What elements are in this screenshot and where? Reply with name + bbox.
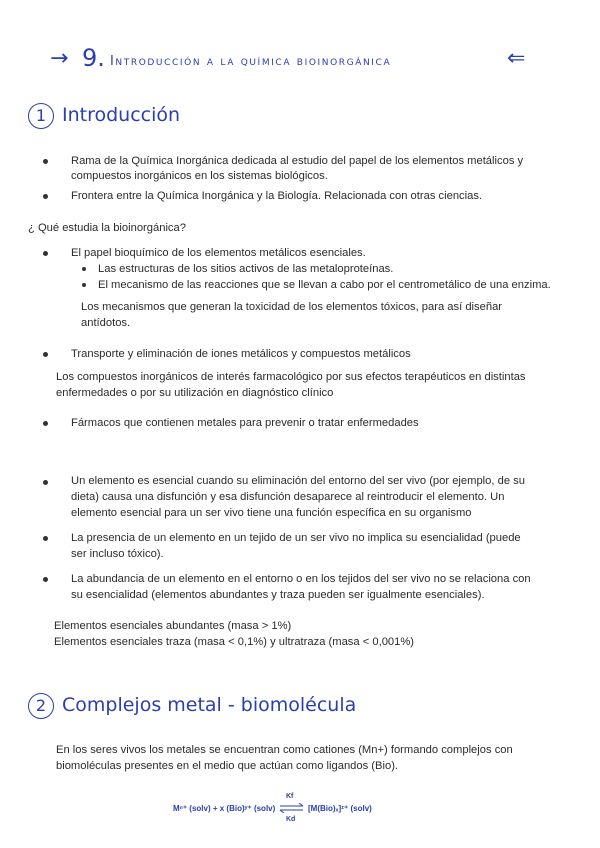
page-title: Introducción a la química bioinorgánica	[110, 54, 392, 69]
text-line: El mecanismo de las reacciones que se llevan a cabo por el centrometálico de una enzima.	[98, 279, 551, 291]
text-line: elemento esencial para un ser vivo tiene una función específica en su organismo	[71, 507, 472, 519]
text-line: Elementos esenciales abundantes (masa > 1%)	[54, 620, 292, 632]
text-line: Fármacos que contienen metales para prevenir o tratar enfermedades	[71, 417, 419, 429]
equilibrium-equation	[165, 790, 380, 828]
text-line: Las estructuras de los sitios activos de las metaloproteínas.	[98, 263, 394, 275]
section-title: Complejos metal - biomolécula	[62, 694, 357, 716]
chapter-number: 9.	[82, 44, 105, 72]
bullet-icon	[43, 421, 48, 426]
text-line: En los seres vivos los metales se encuentran como cationes (Mn+) formando complejos con	[56, 744, 513, 756]
text-line: El papel bioquímico de los elementos metálicos esenciales.	[71, 247, 366, 259]
bullet-icon	[43, 251, 48, 256]
text-line: su esencialidad (elementos abundantes y traza pueden ser igualmente esenciales).	[71, 589, 485, 601]
section-title: Introducción	[62, 104, 181, 126]
bullet-icon	[43, 577, 48, 582]
bullet-icon	[43, 480, 48, 485]
text-line: Transporte y eliminación de iones metálicos y compuestos metálicos	[71, 348, 411, 360]
sub-bullet-icon	[82, 283, 86, 287]
question-line: ¿ Qué estudia la bioinorgánica?	[28, 222, 186, 234]
text-line: enfermedades o por su utilización en diagnóstico clínico	[56, 387, 334, 399]
text-line: biomoléculas presentes en el medio que actúan como ligandos (Bio).	[56, 760, 399, 772]
bullet-icon	[43, 352, 48, 357]
text-line: Frontera entre la Química Inorgánica y la Biología. Relacionada con otras ciencias.	[71, 190, 483, 202]
equation-k-bottom: Kd	[286, 816, 296, 823]
bullet-icon	[43, 536, 48, 541]
text-line: Elementos esenciales traza (masa < 0,1%) y ultratraza (masa < 0,001%)	[54, 636, 415, 648]
text-line: compuestos inorgánicos en los sistemas biológicos.	[71, 170, 328, 182]
text-line: Los compuestos inorgánicos de interés farmacológico por sus efectos terapéuticos en distintas	[56, 371, 526, 383]
equation-k-top: Kf	[286, 793, 294, 800]
text-line: Los mecanismos que generan la toxicidad de los elementos tóxicos, para así diseñar	[81, 301, 503, 313]
bullet-icon	[43, 159, 48, 164]
sub-bullet-icon	[82, 267, 86, 271]
bullet-icon	[43, 194, 48, 199]
text-line: Rama de la Química Inorgánica dedicada al estudio del papel de los elementos metálicos y	[71, 155, 524, 167]
text-line: dieta) causa una disfunción y esa disfunción desaparece al reintroducir el elemento. Un	[71, 491, 505, 503]
equation-left: Mⁿ⁺ (solv) + x (Bio)ʸ⁺ (solv)	[173, 804, 276, 813]
text-line: La presencia de un elemento en un tejido de un ser vivo no implica su esencialidad (puede	[71, 532, 521, 544]
left-arrow-icon: ⇐	[507, 46, 526, 71]
text-line: Un elemento es esencial cuando su eliminación del entorno del ser vivo (por ejemplo, de su	[71, 475, 525, 487]
page-header	[50, 46, 550, 78]
equation-right: [M(Bio)ₓ]ᶻ⁺ (solv)	[308, 804, 372, 813]
text-line: antídotos.	[81, 317, 131, 329]
text-line: ser incluso tóxico).	[71, 548, 164, 560]
text-line: La abundancia de un elemento en el entorno o en los tejidos del ser vivo no se relaciona con	[71, 573, 531, 585]
right-arrow-icon: →	[50, 46, 69, 71]
section-number-circle: 1	[28, 103, 54, 129]
equilibrium-arrows-icon	[279, 803, 305, 813]
section-number-circle: 2	[28, 693, 54, 719]
